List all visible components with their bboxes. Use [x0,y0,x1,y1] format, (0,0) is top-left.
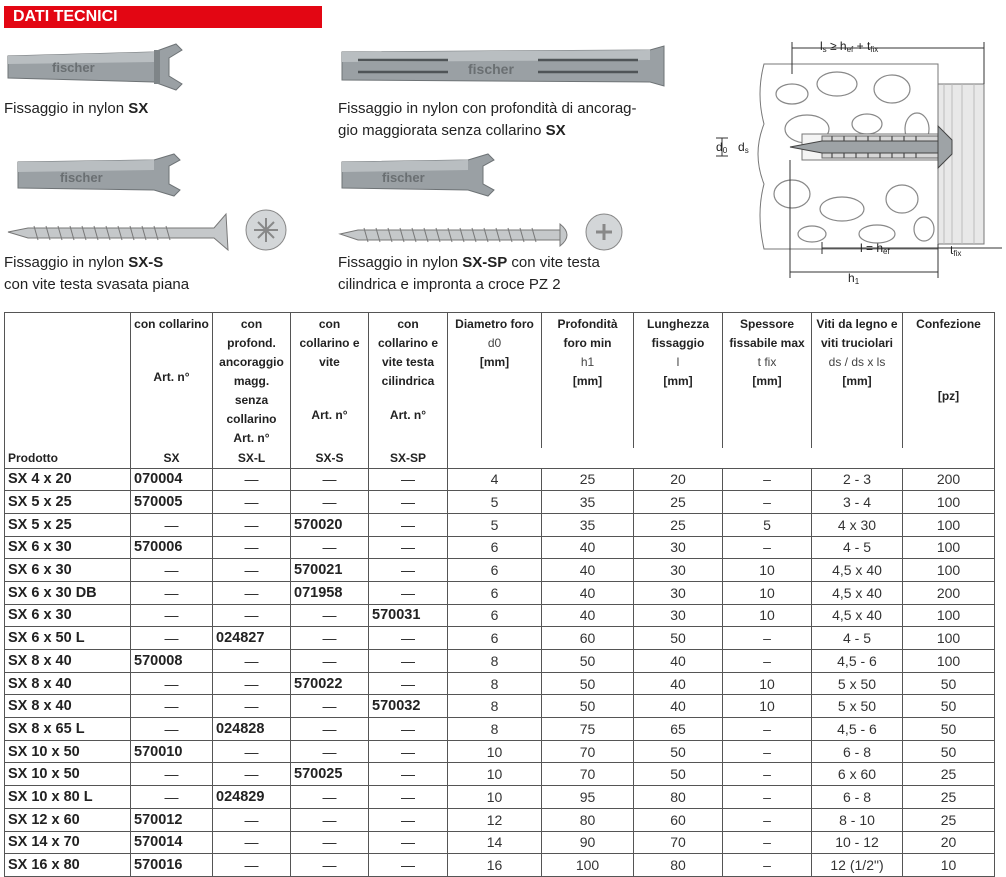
article-cell: — [291,491,369,514]
value-cell: 10 [723,604,812,627]
column-header: Lunghezza fissaggio l [mm] [634,313,723,449]
product-cell: SX 8 x 65 L [5,718,131,741]
sx-s-caption: Fissaggio in nylon SX-S con vite testa svasata piana [4,254,190,293]
value-cell: 50 [634,763,723,786]
brand-label: fischer [60,170,103,185]
value-cell: 60 [634,808,723,831]
table-row [5,786,995,809]
article-cell: — [369,627,448,650]
value-cell: 12 (1/2") [812,854,903,877]
value-cell: 70 [634,831,723,854]
l-hef-label: l = hef [860,241,890,256]
product-cell: SX 10 x 50 [5,763,131,786]
value-cell: 40 [542,536,634,559]
product-cell: SX 10 x 50 [5,740,131,763]
value-cell: 6 - 8 [812,786,903,809]
value-cell: 10 [448,763,542,786]
product-cell: SX 10 x 80 L [5,786,131,809]
spec-table [4,312,995,877]
ls-label: ls ≥ hef + tfix [820,39,879,54]
article-cell: — [369,468,448,491]
product-cell: SX 5 x 25 [5,491,131,514]
value-cell: 6 [448,604,542,627]
sx-l-anchor-image [338,42,668,92]
table-row [5,559,995,582]
article-cell: — [369,763,448,786]
value-cell: 6 [448,559,542,582]
value-cell: 10 - 12 [812,831,903,854]
value-cell: 10 [723,581,812,604]
sx-s-anchor-image [4,152,304,252]
article-cell: — [291,650,369,673]
value-cell: 5 x 50 [812,695,903,718]
value-cell: 10 [903,854,995,877]
value-cell: 20 [634,468,723,491]
table-subheader-row [5,448,995,468]
column-header: Spessore fissabile max t fix [mm] [723,313,812,449]
sx-sp-caption: Fissaggio in nylon SX-SP con vite testa cilindrica e impronta a croce PZ 2 [338,254,600,293]
value-cell: – [723,718,812,741]
column-header: con profond. ancoraggio magg. senza collarino Art. n° [213,313,291,449]
value-cell: 100 [542,854,634,877]
sx-anchor-image [4,42,204,92]
article-cell: — [131,604,213,627]
article-cell: 024828 [213,718,291,741]
value-cell: 10 [448,786,542,809]
article-cell: 570021 [291,559,369,582]
value-cell: 100 [903,627,995,650]
article-cell: — [369,491,448,514]
article-cell: — [213,559,291,582]
value-cell: 70 [542,740,634,763]
value-cell: 5 [723,513,812,536]
article-cell: — [131,581,213,604]
table-row [5,740,995,763]
article-cell: — [131,513,213,536]
h1-label: h1 [848,271,860,286]
d0-label: d0 [716,140,728,155]
value-cell: 30 [634,581,723,604]
article-cell: — [369,786,448,809]
table-header-row [5,313,995,449]
value-cell: 8 [448,672,542,695]
value-cell: – [723,808,812,831]
column-header: Confezione [pz] [903,313,995,449]
value-cell: 6 [448,536,542,559]
value-cell: 75 [542,718,634,741]
article-cell: — [291,718,369,741]
table-row [5,808,995,831]
value-cell: 25 [542,468,634,491]
value-cell: 50 [542,650,634,673]
value-cell: 5 x 50 [812,672,903,695]
product-cell: SX 6 x 30 DB [5,581,131,604]
article-cell: — [213,491,291,514]
article-cell: — [213,468,291,491]
article-cell: — [131,786,213,809]
value-cell: 100 [903,650,995,673]
article-cell: — [213,581,291,604]
product-cell: SX 6 x 30 [5,604,131,627]
value-cell: 10 [723,672,812,695]
product-cell: SX 6 x 50 L [5,627,131,650]
value-cell: 8 [448,695,542,718]
value-cell: 8 [448,650,542,673]
article-cell: 570032 [369,695,448,718]
brand-label: fischer [382,170,425,185]
value-cell: 80 [634,786,723,809]
article-cell: — [369,650,448,673]
article-cell: — [131,627,213,650]
subheader-cell: SX-SP [369,448,448,468]
article-cell: — [291,740,369,763]
value-cell: 4 [448,468,542,491]
table-row [5,854,995,877]
value-cell: 50 [903,695,995,718]
value-cell: 4 - 5 [812,627,903,650]
table-row [5,604,995,627]
value-cell: 30 [634,604,723,627]
value-cell: 25 [634,491,723,514]
article-cell: — [131,718,213,741]
value-cell: 70 [542,763,634,786]
subheader-cell: SX-S [291,448,369,468]
value-cell: 90 [542,831,634,854]
brand-label: fischer [52,60,95,75]
table-row [5,468,995,491]
value-cell: 10 [448,740,542,763]
article-cell: — [213,536,291,559]
subheader-cell: Prodotto [5,448,131,468]
value-cell: 25 [634,513,723,536]
table-row [5,491,995,514]
table-row [5,718,995,741]
value-cell: 40 [634,672,723,695]
section-title: DATI TECNICI [4,6,322,28]
article-cell: — [369,536,448,559]
product-cell: SX 5 x 25 [5,513,131,536]
value-cell: 4 x 30 [812,513,903,536]
value-cell: 5 [448,513,542,536]
article-cell: — [213,695,291,718]
product-cell: SX 8 x 40 [5,650,131,673]
table-row [5,513,995,536]
table-row [5,831,995,854]
article-cell: — [291,627,369,650]
value-cell: 40 [634,650,723,673]
value-cell: 8 [448,718,542,741]
article-cell: 570010 [131,740,213,763]
value-cell: 25 [903,763,995,786]
column-header: con collarino Art. n° [131,313,213,449]
value-cell: – [723,468,812,491]
value-cell: 100 [903,491,995,514]
value-cell: 16 [448,854,542,877]
article-cell: 570016 [131,854,213,877]
column-header: Viti da legno e viti truciolari ds / ds x ls [mm] [812,313,903,449]
article-cell: — [131,672,213,695]
value-cell: – [723,627,812,650]
article-cell: — [369,831,448,854]
value-cell: 50 [542,695,634,718]
column-header: con collarino e vite Art. n° [291,313,369,449]
article-cell: — [291,854,369,877]
article-cell: — [291,808,369,831]
article-cell: 070004 [131,468,213,491]
subheader-cell: SX [131,448,213,468]
brand-label: fischer [468,61,514,77]
article-cell: — [213,831,291,854]
column-header: Profondità foro min h1 [mm] [542,313,634,449]
value-cell: 50 [634,740,723,763]
article-cell: 570025 [291,763,369,786]
product-cell: SX 12 x 60 [5,808,131,831]
value-cell: 40 [542,559,634,582]
value-cell: 6 [448,581,542,604]
value-cell: 80 [634,854,723,877]
article-cell: 570022 [291,672,369,695]
article-cell: — [213,740,291,763]
table-row [5,536,995,559]
article-cell: — [213,763,291,786]
value-cell: 25 [903,786,995,809]
value-cell: 25 [903,808,995,831]
value-cell: 50 [903,672,995,695]
article-cell: — [291,468,369,491]
article-cell: — [291,536,369,559]
value-cell: 4,5 - 6 [812,650,903,673]
value-cell: 10 [723,695,812,718]
subheader-cell: SX-L [213,448,291,468]
article-cell: — [369,672,448,695]
product-cell: SX 4 x 20 [5,468,131,491]
table-row [5,650,995,673]
sx-l-caption: Fissaggio in nylon con profondità di ancorag- gio maggiorata senza collarino SX [338,100,637,139]
article-cell: 570012 [131,808,213,831]
value-cell: 6 x 60 [812,763,903,786]
value-cell: – [723,786,812,809]
value-cell: 100 [903,559,995,582]
article-cell: 570014 [131,831,213,854]
table-row [5,695,995,718]
value-cell: 50 [634,627,723,650]
value-cell: 200 [903,468,995,491]
value-cell: 8 - 10 [812,808,903,831]
value-cell: – [723,831,812,854]
product-cell: SX 6 x 30 [5,559,131,582]
article-cell: 570020 [291,513,369,536]
value-cell: 100 [903,536,995,559]
article-cell: — [369,718,448,741]
article-cell: — [369,854,448,877]
product-cell: SX 8 x 40 [5,672,131,695]
article-cell: — [369,740,448,763]
value-cell: 50 [903,740,995,763]
value-cell: 3 - 4 [812,491,903,514]
value-cell: 6 - 8 [812,740,903,763]
subheader-cell [448,448,995,468]
article-cell: — [369,559,448,582]
article-cell: 071958 [291,581,369,604]
article-cell: — [213,672,291,695]
article-cell: 570031 [369,604,448,627]
value-cell: 4,5 x 40 [812,581,903,604]
value-cell: 100 [903,513,995,536]
value-cell: 40 [542,581,634,604]
value-cell: 65 [634,718,723,741]
value-cell: 5 [448,491,542,514]
value-cell: 100 [903,604,995,627]
value-cell: – [723,536,812,559]
value-cell: 50 [903,718,995,741]
article-cell: — [213,604,291,627]
article-cell: — [369,808,448,831]
article-cell: — [131,695,213,718]
value-cell: 30 [634,559,723,582]
value-cell: 10 [723,559,812,582]
installation-diagram [712,34,1004,290]
article-cell: — [291,604,369,627]
value-cell: – [723,491,812,514]
value-cell: 14 [448,831,542,854]
value-cell: 80 [542,808,634,831]
value-cell: 4,5 x 40 [812,559,903,582]
article-cell: 024829 [213,786,291,809]
article-cell: — [369,581,448,604]
product-cell: SX 14 x 70 [5,831,131,854]
value-cell: 95 [542,786,634,809]
ds-label: ds [738,140,749,155]
value-cell: 12 [448,808,542,831]
value-cell: – [723,650,812,673]
value-cell: 40 [634,695,723,718]
article-cell: 570008 [131,650,213,673]
value-cell: 35 [542,513,634,536]
value-cell: 20 [903,831,995,854]
article-cell: — [291,695,369,718]
value-cell: – [723,763,812,786]
article-cell: — [131,763,213,786]
article-cell: — [213,650,291,673]
tfix-label: tfix [950,243,962,258]
product-cell: SX 6 x 30 [5,536,131,559]
column-header [5,313,131,449]
article-cell: 570005 [131,491,213,514]
article-cell: — [131,559,213,582]
article-cell: — [291,786,369,809]
value-cell: – [723,740,812,763]
article-cell: 570006 [131,536,213,559]
value-cell: 40 [542,604,634,627]
product-cell: SX 8 x 40 [5,695,131,718]
article-cell: — [291,831,369,854]
article-cell: — [213,513,291,536]
value-cell: 50 [542,672,634,695]
product-cell: SX 16 x 80 [5,854,131,877]
value-cell: – [723,854,812,877]
column-header: Diametro foro d0 [mm] [448,313,542,449]
table-row [5,581,995,604]
table-row [5,763,995,786]
article-cell: — [213,808,291,831]
sx-sp-anchor-image [338,152,638,252]
value-cell: 4,5 x 40 [812,604,903,627]
table-row [5,672,995,695]
value-cell: 35 [542,491,634,514]
article-cell: — [213,854,291,877]
article-cell: 024827 [213,627,291,650]
value-cell: 60 [542,627,634,650]
sx-caption: Fissaggio in nylon SX [4,100,149,117]
value-cell: 2 - 3 [812,468,903,491]
value-cell: 6 [448,627,542,650]
value-cell: 4 - 5 [812,536,903,559]
column-header: con collarino e vite testa cilindrica Art. n° [369,313,448,449]
value-cell: 200 [903,581,995,604]
article-cell: — [369,513,448,536]
table-row [5,627,995,650]
value-cell: 30 [634,536,723,559]
value-cell: 4,5 - 6 [812,718,903,741]
